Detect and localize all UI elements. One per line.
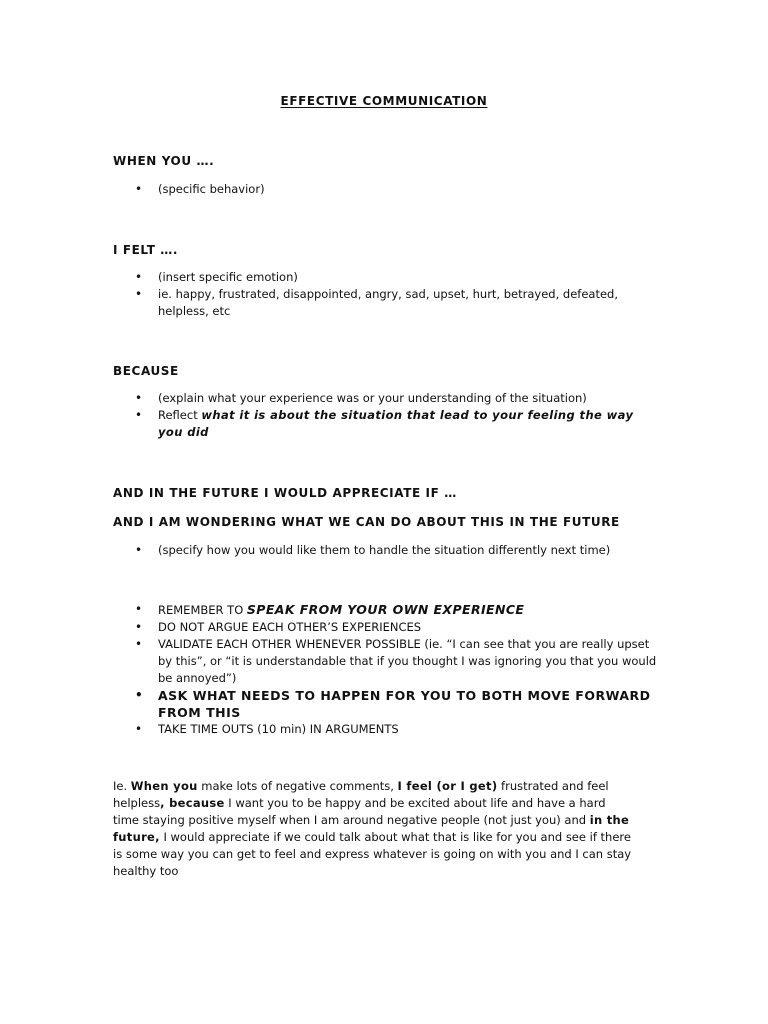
example-text: Ie.: [113, 779, 131, 793]
document-title-text: EFFECTIVE COMMUNICATION: [280, 94, 488, 108]
because-list: [113, 390, 658, 441]
list-item: • (insert specific emotion): [113, 269, 658, 286]
reminder-time-outs: • TAKE TIME OUTS (10 min) IN ARGUMENTS: [113, 721, 658, 738]
document-title: [0, 94, 768, 108]
reminder-validate: • VALIDATE EACH OTHER WHENEVER POSSIBLE (ie. “I can see that you are really upset by this”, or “it is understandable that if you thought I was ignoring you that you would be annoyed”): [113, 636, 658, 687]
example-text: I want you to be happy and be excited about life and have a hard time staying positive myself when I am around negative people (not just you) and: [113, 796, 606, 827]
heading-because: BECAUSE: [113, 364, 179, 378]
future-list: [113, 542, 658, 559]
heading-i-felt: I FELT ….: [113, 243, 179, 257]
reminder-speak-prefix: REMEMBER TO: [158, 603, 247, 617]
reflect-prefix: Reflect: [158, 408, 202, 422]
example-text: I would appreciate if we could talk about what that is like for you and see if there is some way you can get to feel and express whatever is going on with you and I can stay healthy too: [113, 830, 632, 878]
reminder-speak-emphasis: SPEAK FROM YOUR OWN EXPERIENCE: [246, 602, 525, 617]
list-item: • (specific behavior): [113, 181, 658, 198]
list-item: [113, 407, 658, 441]
example-paragraph: [113, 778, 633, 880]
reflect-emphasis: what it is about the situation that lead to your feeling the way you did: [158, 408, 634, 439]
list-item: • ie. happy, frustrated, disappointed, angry, sad, upset, hurt, betrayed, defeated, helpless, etc: [113, 286, 658, 320]
heading-future-appreciate: AND IN THE FUTURE I WOULD APPRECIATE IF …: [113, 486, 457, 500]
reminder-speak: [113, 601, 658, 619]
reminder-do-not-argue: • DO NOT ARGUE EACH OTHER’S EXPERIENCES: [113, 619, 658, 636]
list-item: • (specify how you would like them to handle the situation differently next time): [113, 542, 658, 559]
example-text: make lots of negative comments,: [197, 779, 398, 793]
example-bold: When you: [130, 779, 198, 793]
example-bold: in the future,: [113, 813, 630, 844]
heading-future-wondering: AND I AM WONDERING WHAT WE CAN DO ABOUT THIS IN THE FUTURE: [113, 515, 620, 529]
example-bold: I feel (or I get): [397, 779, 498, 793]
example-bold: , because: [160, 796, 225, 810]
i-felt-list: [113, 269, 658, 320]
heading-when-you: WHEN YOU ….: [113, 154, 215, 168]
reminder-ask: • ASK WHAT NEEDS TO HAPPEN FOR YOU TO BOTH MOVE FORWARD FROM THIS: [113, 687, 658, 721]
list-item: • (explain what your experience was or your understanding of the situation): [113, 390, 658, 407]
example-text: frustrated and feel helpless: [113, 779, 609, 810]
reminders-list: [113, 601, 658, 738]
when-you-list: [113, 181, 658, 198]
